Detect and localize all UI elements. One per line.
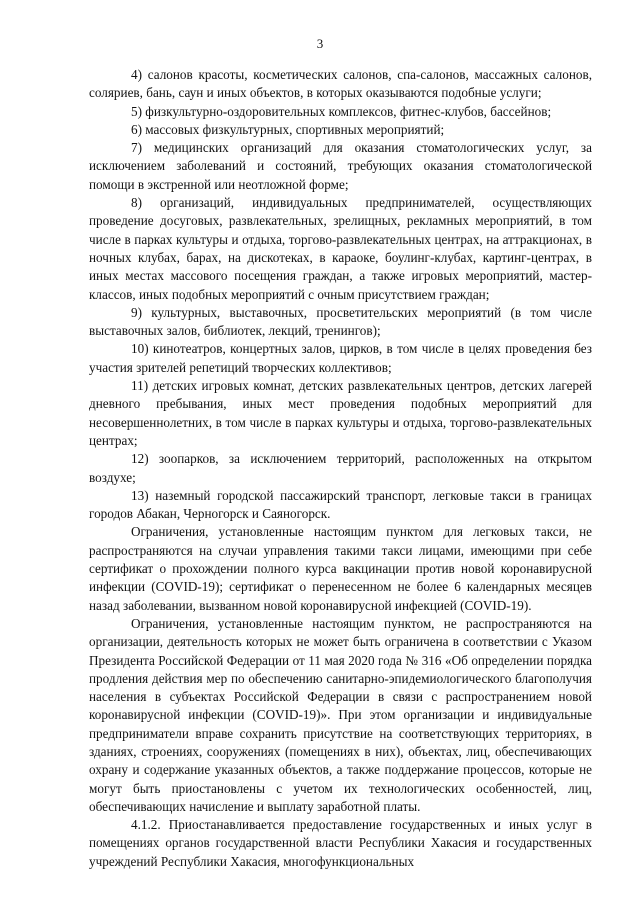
list-item-7: 7) медицинских организаций для оказания стоматологических услуг, за исключением заболеваний и состояний, требующих оказания стоматологической помощи в экстренной или неотложной форме;	[89, 140, 592, 192]
list-item-8: 8) организаций, индивидуальных предпринимателей, осуществляющих проведение досуговых, развлекательных, зрелищных, рекламных мероприятий, в том числе в парках культуры и отдыха, торгово-развлекательных центрах, на аттракционах, в ночных клубах, барах, на дискотеках, в караоке, боулинг-клубах, картинг-центрах, в иных местах массового посещения граждан, а также игровых мероприятий, мастер-классов, иных подобных мероприятий с очным присутствием граждан;	[89, 195, 592, 302]
list-item-5: 5) физкультурно-оздоровительных комплексов, фитнес-клубов, бассейнов;	[131, 103, 552, 119]
list-item-6: 6) массовых физкультурных, спортивных мероприятий;	[131, 121, 445, 137]
list-item-10: 10) кинотеатров, концертных залов, цирков, в том числе в целях проведения без участия зрителей репетиций творческих коллективов;	[89, 341, 592, 375]
page-number: 3	[316, 36, 324, 51]
document-body	[89, 66, 592, 871]
list-item-11: 11) детских игровых комнат, детских развлекательных центров, детских лагерей дневного пребывания, иных мест проведения подобных мероприятий для несовершеннолетних, в том числе в парках культуры и отдыха, торгово-развлекательных центрах;	[89, 378, 592, 448]
section-4-1-2-paragraph: 4.1.2. Приостанавливается предоставление государственных и иных услуг в помещениях органов государственной власти Республики Хакасия и государственных учреждений Республики Хакасия, многофункциональных	[89, 817, 592, 869]
taxi-exception-paragraph: Ограничения, установленные настоящим пунктом для легковых такси, не распространяются на случаи управления такими такси лицами, имеющими при себе сертификат о прохождении полного курса вакцинации против новой коронавирусной инфекции (COVID-19); сертификат о перенесенном не более 6 календарных месяцев назад заболевании, вызванном новой коронавирусной инфекцией (COVID-19).	[89, 524, 592, 613]
list-item-9: 9) культурных, выставочных, просветительских мероприятий (в том числе выставочных залов, библиотек, лекций, тренингов);	[89, 304, 592, 339]
list-item-4: 4) салонов красоты, косметических салонов, спа-салонов, массажных салонов, соляриев, бань, саун и иных объектов, в которых оказываются подобные услуги;	[89, 67, 592, 101]
list-item-13: 13) наземный городской пассажирский транспорт, легковые такси в границах городов Абакан, Черногорск и Саяногорск.	[89, 487, 592, 522]
organizations-exception-paragraph: Ограничения, установленные настоящим пунктом, не распространяются на организации, деятельность которых не может быть ограничена в соответствии с Указом Президента Российской Федерации от 11 мая 2020 года № 316 «Об определении порядка продления действия мер по обеспечению санитарно-эпидемиологического благополучия населения в субъектах Российской Федерации в связи с распространением новой коронавирусной инфекции (COVID-19)». При этом организации и индивидуальные предприниматели вправе сохранить присутствие на соответствующих территориях, в зданиях, строениях, сооружениях (помещениях в них), объектах, лиц, обеспечивающих охрану и содержание указанных объектов, а также поддержание процессов, которые не могут быть приостановлены с учетом их технологических особенностей, лиц, обеспечивающих начисление и выплату заработной платы.	[89, 615, 592, 814]
list-item-12: 12) зоопарков, за исключением территорий, расположенных на открытом воздухе;	[89, 451, 592, 485]
